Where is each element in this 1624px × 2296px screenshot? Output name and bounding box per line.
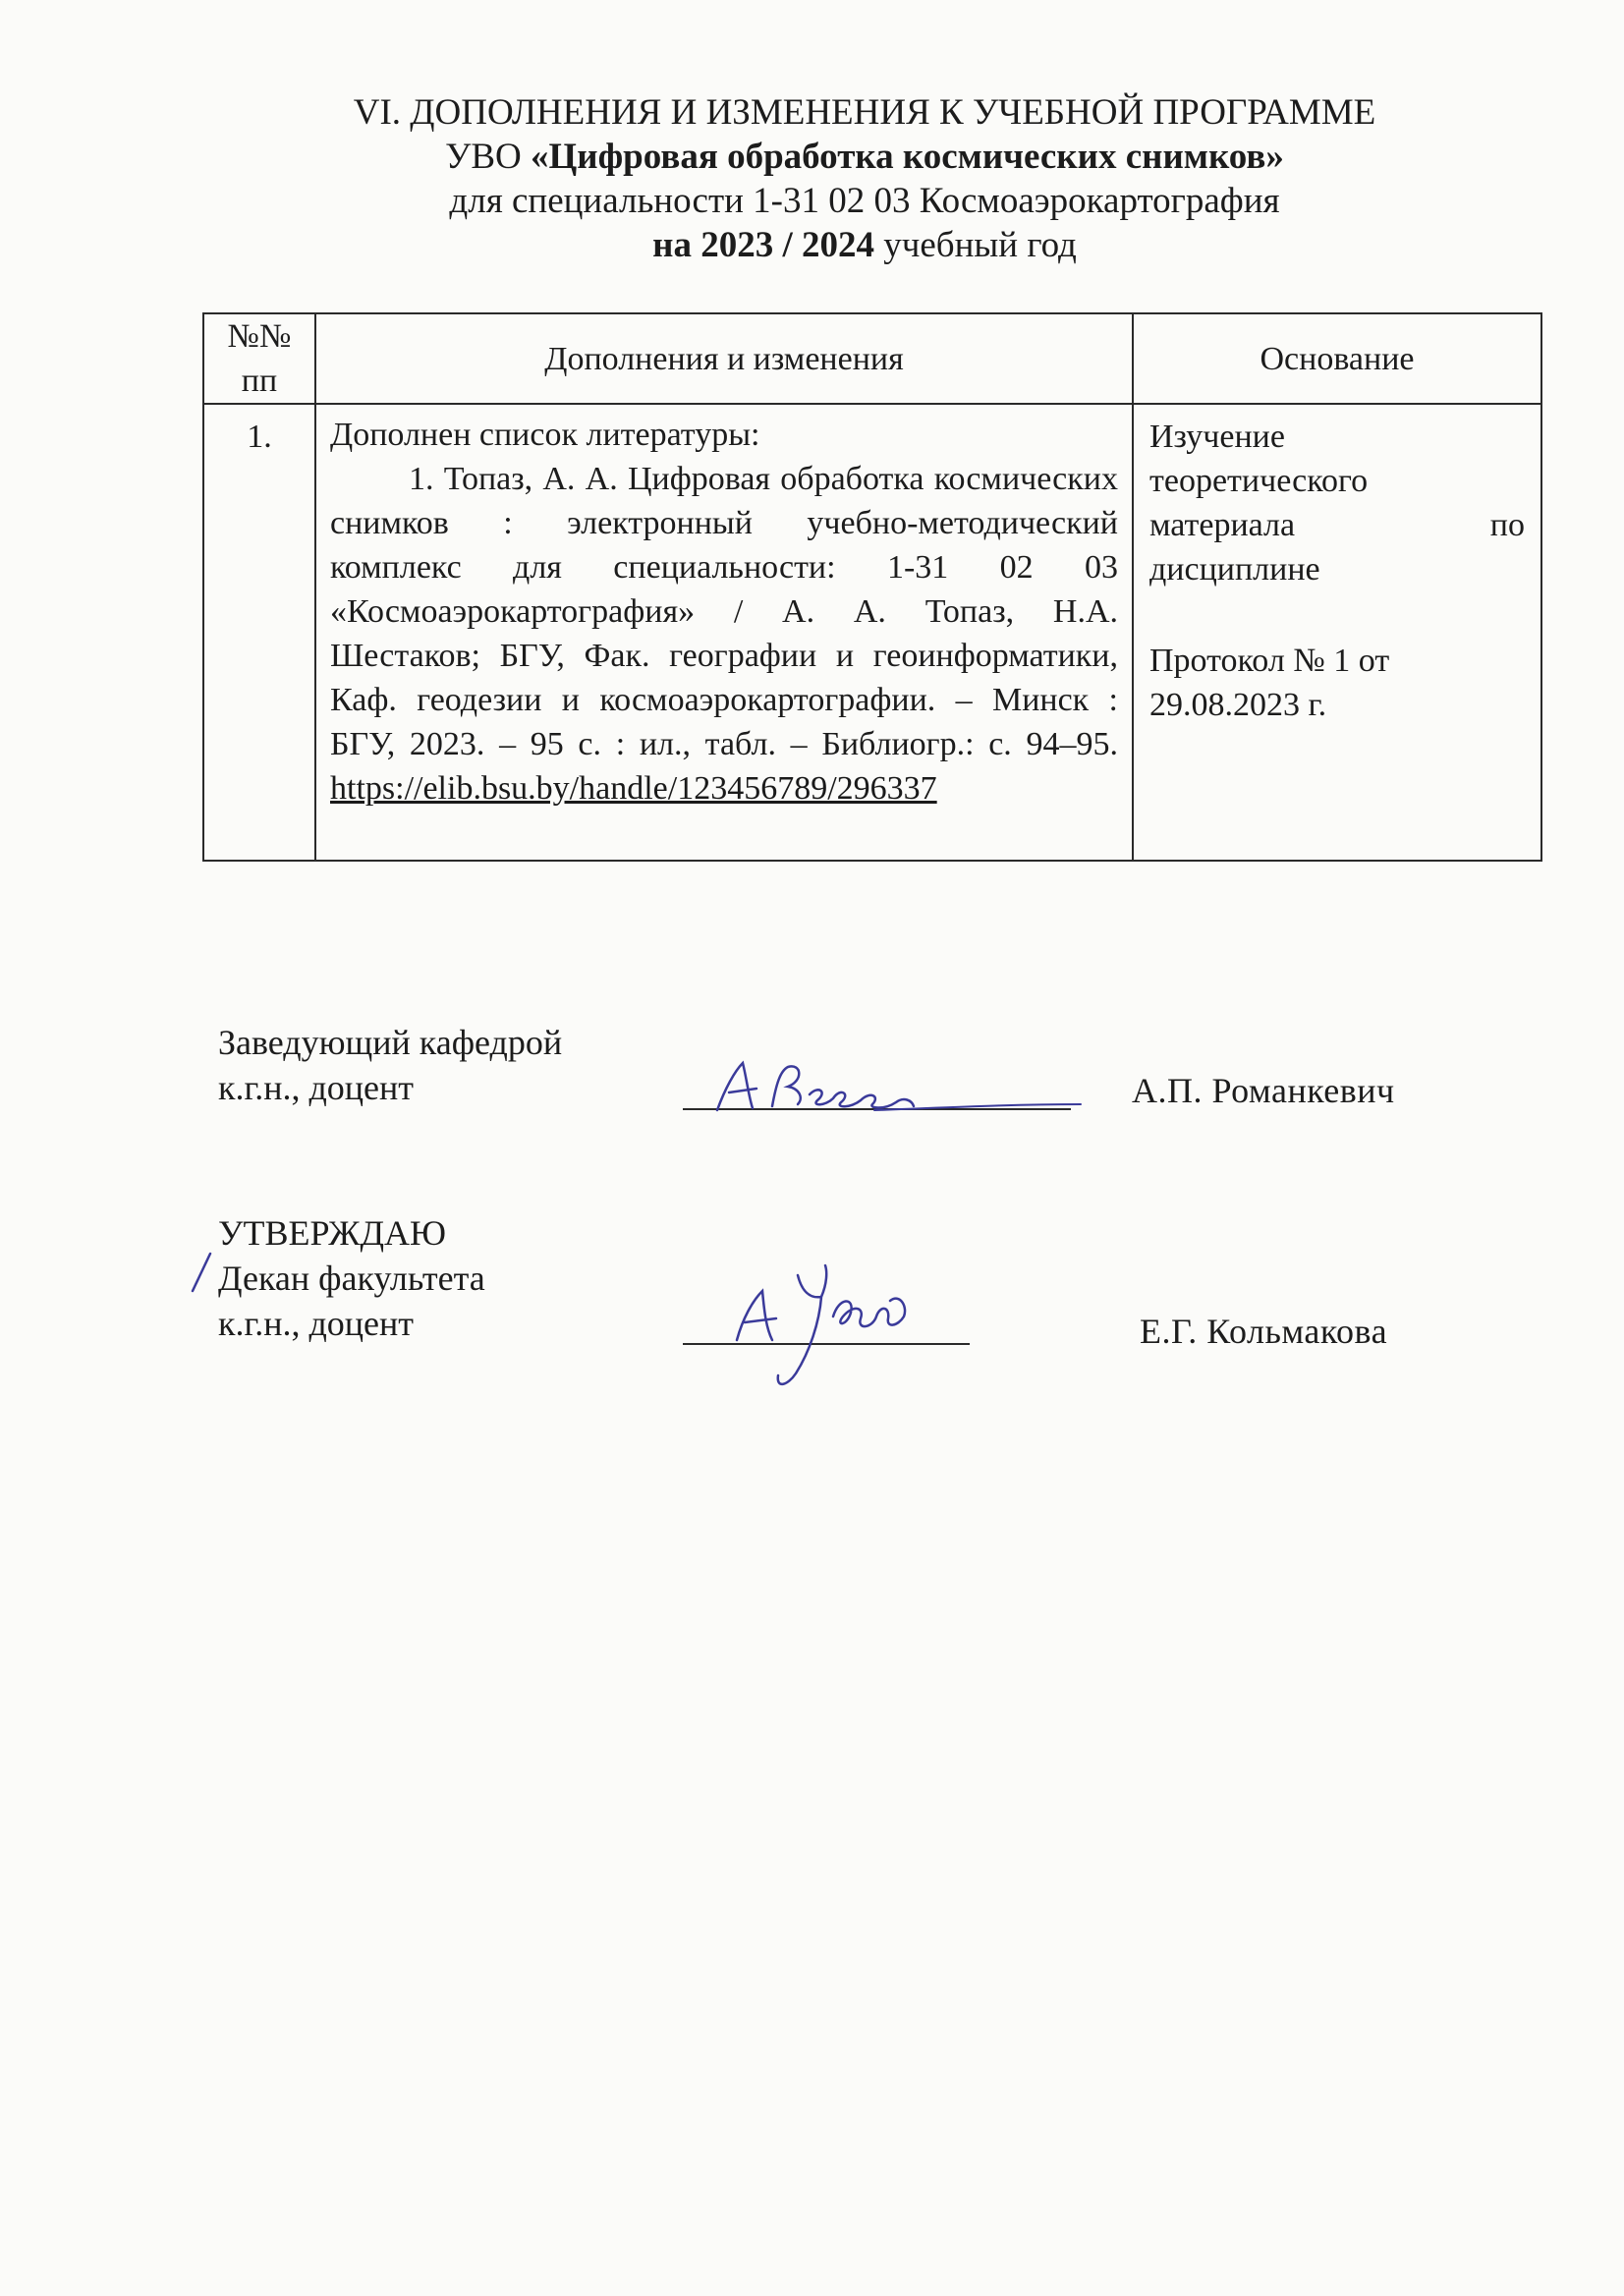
table-row: [203, 404, 1541, 861]
head-title: Заведующий кафедрой: [218, 1023, 563, 1062]
head-degree: к.г.н., доцент: [218, 1068, 415, 1107]
dean-name: Е.Г. Кольмакова: [1140, 1312, 1388, 1351]
basis-protocol-line-2: 29.08.2023 г.: [1149, 687, 1327, 723]
header-year-label: учебный год: [883, 225, 1077, 265]
header-program-name: «Цифровая обработка космических снимков»: [530, 137, 1284, 177]
head-signature-icon: [678, 1049, 1091, 1128]
header-specialty: для специальности 1-31 02 03 Космоаэрокартография: [449, 181, 1280, 221]
basis-line-3: материала по: [1149, 507, 1525, 543]
changes-table: [202, 312, 1542, 862]
header-cell-number: [203, 313, 315, 404]
header-cell-changes: Дополнения и изменения: [315, 313, 1133, 404]
head-signature-block: [218, 1020, 562, 1110]
table-header-row: [203, 313, 1541, 404]
header-title: VI. ДОПОЛНЕНИЯ И ИЗМЕНЕНИЯ К УЧЕБНОЙ ПРОГРАММЕ: [353, 92, 1376, 133]
dean-signature-icon: [707, 1258, 943, 1395]
header-year: [0, 223, 1624, 267]
literature-entry: [330, 457, 1118, 811]
approval-mark-icon: [187, 1250, 216, 1295]
change-title: Дополнен список литературы:: [330, 417, 760, 453]
header-number-line2: пп: [241, 363, 278, 399]
header-number-line1: №№: [227, 318, 292, 355]
basis-protocol-line-1: Протокол № 1 от: [1149, 643, 1390, 679]
head-name: А.П. Романкевич: [1132, 1071, 1395, 1110]
document-header: [0, 90, 1624, 267]
basis-line-1: Изучение: [1149, 419, 1285, 455]
dean-approval-label: УТВЕРЖДАЮ: [218, 1213, 447, 1253]
literature-entry-link[interactable]: https://elib.bsu.by/handle/123456789/296337: [330, 770, 937, 807]
basis-line-2: теоретического: [1149, 463, 1369, 499]
literature-entry-text: 1. Топаз, А. А. Цифровая обработка космических снимков : электронный учебно-методический комплекс для специальности: 1-31 02 03 «Космоаэрокартография» / А. А. Топаз, Н.А. Шестаков; БГУ, Фак. географии и геоинформатики, Каф. геодезии и космоаэрокартографии. – Минск : БГУ, 2023. – 95 с. : ил., табл. – Библиогр.: с. 94–95.: [330, 461, 1118, 762]
header-cell-basis: Основание: [1133, 313, 1541, 404]
row-number: 1.: [203, 404, 315, 861]
header-program: [0, 135, 1624, 179]
row-basis: [1133, 404, 1541, 861]
header-year-range: на 2023 / 2024: [652, 225, 874, 265]
basis-line-4: дисциплине: [1149, 551, 1320, 588]
dean-title: Декан факультета: [218, 1259, 485, 1298]
dean-signature-block: [218, 1210, 485, 1346]
header-program-prefix: УВО: [445, 137, 522, 177]
dean-degree: к.г.н., доцент: [218, 1304, 415, 1343]
row-changes: [315, 404, 1133, 861]
